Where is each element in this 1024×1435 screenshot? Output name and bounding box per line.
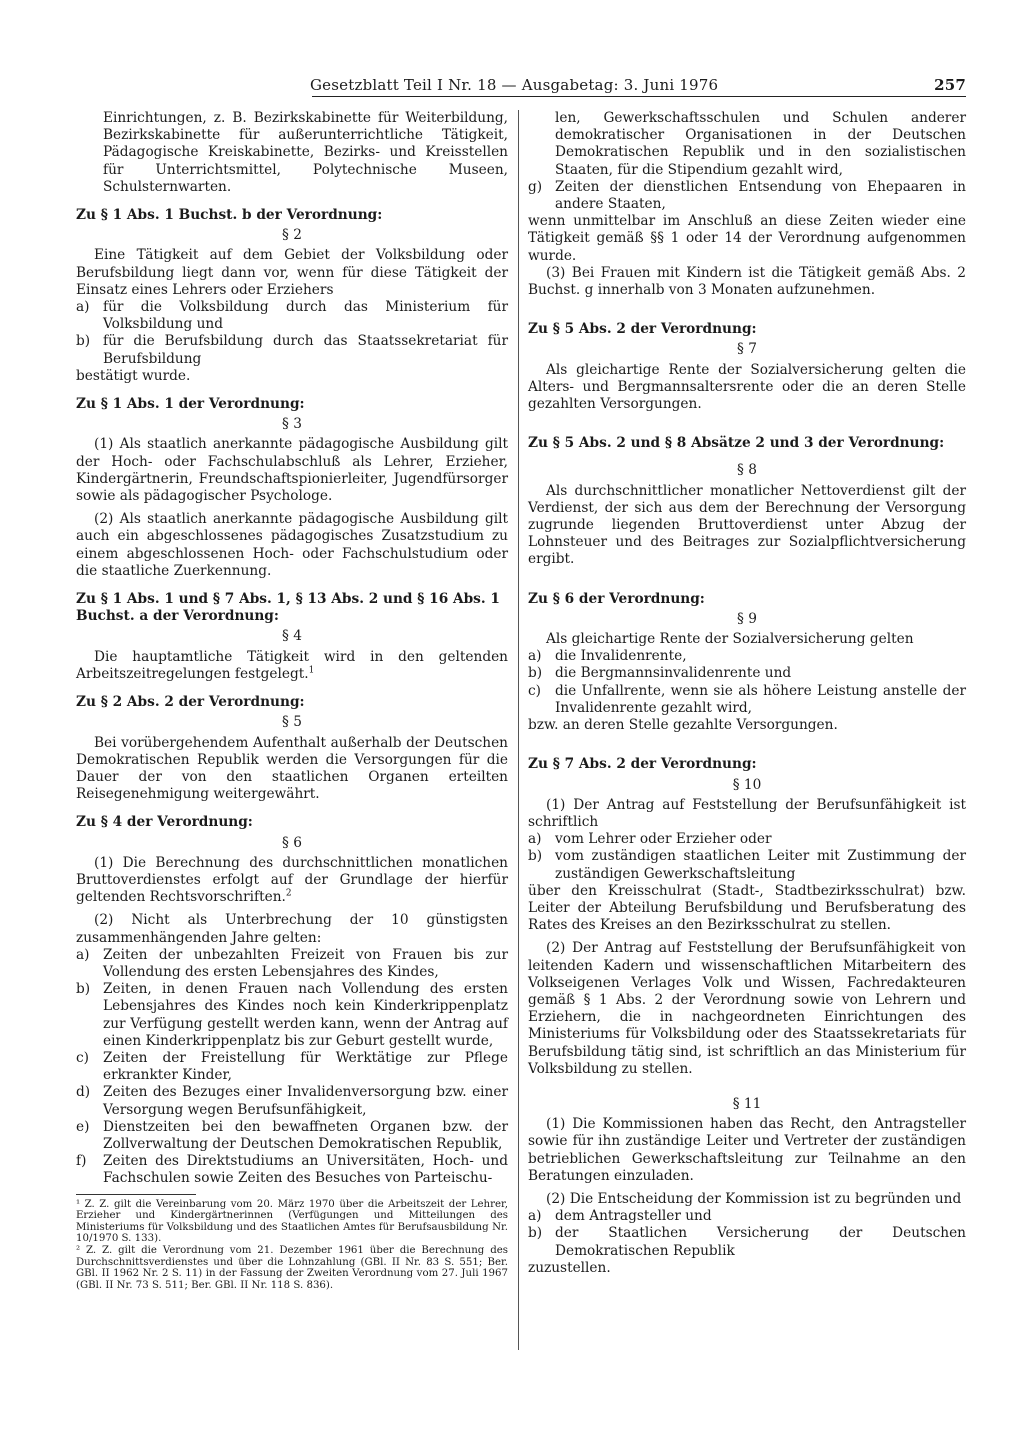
section-6-paragraph-2: (2) Nicht als Unterbrechung der 10 günstigsten zusammenhängenden Jahre gelten:	[76, 912, 508, 946]
section-10-paragraph-1: (1) Der Antrag auf Feststellung der Berufsunfähigkeit ist schriftlich	[528, 796, 966, 830]
section-8-title: § 8	[737, 462, 757, 479]
section-6-tail: wenn unmittelbar im Anschluß an diese Zeiten wieder eine Tätigkeit gemäß §§ 1 oder 14 der Verordnung aufgenommen wurde.	[528, 213, 966, 264]
list-item-text: Dienstzeiten bei den bewaffneten Organen bzw. der Zollverwaltung der Deutschen Demokratischen Republik,	[103, 1118, 508, 1152]
heading-zu-5-abs2: Zu § 5 Abs. 2 der Verordnung:	[528, 321, 757, 338]
list-item	[528, 665, 966, 682]
section-4-paragraph	[76, 649, 508, 683]
list-item-text: die Invalidenrente,	[555, 648, 687, 665]
list-item	[528, 179, 966, 213]
section-11-list	[528, 1208, 966, 1260]
section-10-paragraph-1-end: über den Kreisschulrat (Stadt-, Stadtbezirksschulrat) bzw. Leiter der Abteilung Berufsbildung und Berufsberatung des Rates des Kreises an den Bezirksschulrat zu stellen.	[528, 882, 966, 934]
list-item	[76, 947, 508, 981]
section-3-title: § 3	[282, 416, 302, 433]
section-5-paragraph: Bei vorübergehendem Aufenthalt außerhalb der Deutschen Demokratischen Republik werden die Versorgungen für die Dauer der von den staatlichen Organen erteilten Reisegenehmigung weitergewährt.	[76, 734, 508, 803]
list-item-text: dem Antragsteller und	[555, 1208, 712, 1225]
list-item	[76, 299, 508, 333]
section-9-closing: bzw. an deren Stelle gezahlte Versorgungen.	[528, 717, 838, 734]
footnote-ref-2: 2	[285, 888, 292, 899]
section-2-closing: bestätigt wurde.	[76, 367, 191, 384]
heading-zu-4: Zu § 4 der Verordnung:	[76, 814, 253, 831]
list-item-label: a)	[528, 648, 542, 665]
right-column	[528, 110, 966, 1277]
heading-zu-1-and-7-13-16: Zu § 1 Abs. 1 und § 7 Abs. 1, § 13 Abs. 2 und § 16 Abs. 1 Buchst. a der Verordnung:	[76, 591, 500, 625]
list-item-text: vom Lehrer oder Erzieher oder	[555, 831, 772, 848]
list-item-label: c)	[528, 682, 542, 699]
section-5-title: § 5	[282, 714, 302, 731]
section-10-list	[528, 831, 966, 883]
section-11-title: § 11	[732, 1095, 762, 1112]
list-item-text: Zeiten der dienstlichen Entsendung von Ehepaaren in andere Staaten,	[555, 178, 966, 213]
list-item-text: Zeiten des Bezuges einer Invalidenversorgung bzw. einer Versorgung wegen Berufsunfähigkeit,	[103, 1084, 508, 1118]
page-number: 257	[934, 76, 966, 94]
section-7-title: § 7	[737, 341, 757, 358]
list-item-label: f)	[76, 1153, 87, 1170]
list-item	[76, 1050, 508, 1084]
section-3-paragraph-2: (2) Als staatlich anerkannte pädagogische Ausbildung gilt auch ein abgeschlossenes pädagogisches Zusatzstudium zu einem abgeschlossenen Hoch- oder Fachschulstudium oder die staatliche Zuerkennung.	[76, 511, 508, 579]
list-item	[528, 831, 966, 848]
list-item-text: Zeiten, in denen Frauen nach Vollendung des ersten Lebensjahres des Kindes noch kein Kinderkrippenplatz zur Verfügung gestellt werden kann, wenn der Antrag auf einen Kinderkrippenplatz bis zur Geburt gestellt wurde,	[103, 981, 508, 1049]
list-item-label: a)	[528, 831, 542, 848]
heading-zu-5-and-8: Zu § 5 Abs. 2 und § 8 Absätze 2 und 3 der Verordnung:	[528, 435, 945, 452]
section-6-title: § 6	[282, 834, 302, 851]
list-item	[76, 1153, 508, 1187]
list-item-label: a)	[528, 1208, 542, 1225]
list-item-label: d)	[76, 1084, 91, 1101]
list-item	[76, 981, 508, 1050]
list-item	[76, 333, 508, 367]
list-item-label: c)	[76, 1049, 90, 1066]
list-item-label: b)	[528, 848, 543, 865]
list-item-label: a)	[76, 299, 90, 316]
section-11-paragraph-1: (1) Die Kommissionen haben das Recht, den Antragsteller sowie für ihn zuständige Leiter und Vertreter der zuständigen betrieblichen Gewerkschaftsleitung zur Teilnahme an den Beratungen einzuladen.	[528, 1116, 966, 1184]
section-8-paragraph: Als durchschnittlicher monatlicher Nettoverdienst gilt der Verdienst, der sich aus dem der Berechnung der Versorgung zugrunde liegenden Bruttoverdienst unter Abzug der Lohnsteuer und des Beitrages zur Sozialpflichtversicherung ergibt.	[528, 482, 966, 568]
heading-zu-1-abs1: Zu § 1 Abs. 1 der Verordnung:	[76, 396, 305, 413]
footnote-2: ² Z. Z. gilt die Verordnung vom 21. Dezember 1961 über die Berechnung des Durchschnittsverdienstes und über die Lohnzahlung (GBl. II Nr. 83 S. 551; Ber. GBl. II 1962 Nr. 2 S. 11) in der Fassung der Zweiten Verordnung vom 27. Juli 1967 (GBl. II Nr. 73 S. 511; Ber. GBl. II Nr. 118 S. 836).	[76, 1244, 508, 1291]
list-item	[528, 848, 966, 882]
section-4-text: Die hauptamtliche Tätigkeit wird in den geltenden Arbeitszeitregelungen festgelegt.	[76, 648, 508, 682]
section-11-paragraph-2: (2) Die Entscheidung der Kommission ist zu begründen und	[546, 1190, 962, 1207]
header-rule	[312, 96, 966, 97]
list-item-text: für die Berufsbildung durch das Staatssekretariat für Berufsbildung	[103, 333, 508, 367]
section-2-title: § 2	[282, 227, 302, 244]
section-11-closing: zuzustellen.	[528, 1259, 611, 1276]
list-item-label: e)	[76, 1118, 90, 1135]
list-item-label: b)	[76, 981, 91, 998]
section-6-text-1: (1) Die Berechnung des durchschnittlichen monatlichen Bruttoverdienstes erfolgt auf der Grundlage der hierfür geltenden Rechtsvorschriften.	[76, 854, 508, 906]
list-item-text: Zeiten der unbezahlten Freizeit von Frauen bis zur Vollendung des ersten Lebensjahres des Kindes,	[103, 946, 508, 980]
list-item-text: die Unfallrente, wenn sie als höhere Leistung anstelle der Invalidenrente gezahlt wird,	[555, 682, 966, 716]
left-column	[76, 110, 508, 1291]
section-2-paragraph: Eine Tätigkeit auf dem Gebiet der Volksbildung oder Berufsbildung liegt dann vor, wenn für diese Tätigkeit der Einsatz eines Lehrers oder Erziehers	[76, 247, 508, 298]
heading-zu-1-abs1-buchst-b: Zu § 1 Abs. 1 Buchst. b der Verordnung:	[76, 207, 383, 224]
list-item	[528, 683, 966, 717]
section-3-paragraph-1: (1) Als staatlich anerkannte pädagogische Ausbildung gilt der Hoch- oder Fachschulabschluß als Lehrer, Erzieher, Kindergärtnerin, Freundschaftspionierleiter, Jugendfürsorger sowie als pädagogischer Psychologe.	[76, 436, 508, 505]
list-item	[528, 1208, 966, 1225]
heading-zu-7-abs2: Zu § 7 Abs. 2 der Verordnung:	[528, 756, 757, 773]
list-item-label: b)	[528, 665, 543, 682]
list-item-text: für die Volksbildung durch das Ministerium für Volksbildung und	[103, 299, 508, 333]
heading-zu-2-abs2: Zu § 2 Abs. 2 der Verordnung:	[76, 694, 305, 711]
page-header	[310, 76, 966, 94]
section-6-paragraph-3: (3) Bei Frauen mit Kindern ist die Tätigkeit gemäß Abs. 2 Buchst. g innerhalb von 3 Monaten aufzunehmen.	[528, 264, 966, 299]
section-4-title: § 4	[282, 628, 302, 645]
footnote-rule	[76, 1194, 196, 1195]
list-item-text: die Bergmannsinvalidenrente und	[555, 665, 792, 682]
list-item	[528, 648, 966, 665]
list-item-text: Zeiten des Direktstudiums an Universitäten, Hoch- und Fachschulen sowie Zeiten des Besuches von Parteischu-	[103, 1153, 508, 1187]
section-6-paragraph-1	[76, 855, 508, 907]
column-divider	[518, 110, 519, 1350]
footnote-ref-1: 1	[308, 665, 315, 676]
list-item-text: Zeiten der Freistellung für Werktätige zur Pflege erkrankter Kinder,	[103, 1049, 508, 1084]
section-9-list	[528, 648, 966, 717]
footnote-1: ¹ Z. Z. gilt die Vereinbarung vom 20. März 1970 über die Arbeitszeit der Lehrer, Erzieher und Kindergärtnerinnen (Verfügungen und Mitteilungen des Ministeriums für Volksbildung und des Staatlichen Amtes für Berufsausbildung Nr. 10/1970 S. 133).	[76, 1198, 508, 1245]
header-title: Gesetzblatt Teil I Nr. 18 — Ausgabetag: 3. Juni 1976	[310, 76, 719, 94]
section-9-title: § 9	[737, 610, 757, 627]
section-7-paragraph: Als gleichartige Rente der Sozialversicherung gelten die Alters- und Bergmannsaltersrente oder die an deren Stelle gezahlten Versorgungen.	[528, 361, 966, 413]
list-item-label: b)	[76, 333, 91, 350]
list-item-text: der Staatlichen Versicherung der Deutschen Demokratischen Republik	[555, 1225, 966, 1259]
list-item	[528, 1225, 966, 1259]
section-10-title: § 10	[732, 776, 762, 793]
list-item	[76, 1119, 508, 1153]
intro-continuation: Einrichtungen, z. B. Bezirkskabinette für Weiterbildung, Bezirkskabinette für außerunterrichtliche Tätigkeit, Pädagogische Kreiskabinette, Bezirks- und Kreisstellen für Unterrichtsmittel, Polytechnische Museen, Schulsternwarten.	[103, 110, 508, 195]
list-item-text: vom zuständigen staatlichen Leiter mit Zustimmung der zuständigen Gewerkschaftsleitung	[555, 848, 966, 882]
list-item	[76, 1084, 508, 1118]
heading-zu-6: Zu § 6 der Verordnung:	[528, 590, 705, 607]
list-item-label: b)	[528, 1225, 543, 1242]
section-6-list	[76, 947, 508, 1188]
item-f-continuation: len, Gewerkschaftsschulen und Schulen anderer demokratischer Organisationen in der Deutschen Demokratischen Republik und in den sozialistischen Staaten, für die Stipendium gezahlt wird,	[555, 110, 966, 178]
list-item-label: g)	[528, 178, 543, 195]
section-10-paragraph-2: (2) Der Antrag auf Feststellung der Berufsunfähigkeit von leitenden Kadern und wissenschaftlichen Mitarbeitern des Volkseigenen Verlages Volk und Wissen, Fachredakteuren gemäß § 1 Abs. 2 der Verordnung sowie von Lehrern und Erziehern, die in nachgeordneten Einrichtungen des Ministeriums für Volksbildung oder des Staatssekretariats für Berufsbildung tätig sind, ist schriftlich an das Ministerium für Volksbildung zu stellen.	[528, 940, 966, 1077]
section-9-paragraph: Als gleichartige Rente der Sozialversicherung gelten	[546, 631, 914, 648]
list-item-label: a)	[76, 946, 90, 963]
